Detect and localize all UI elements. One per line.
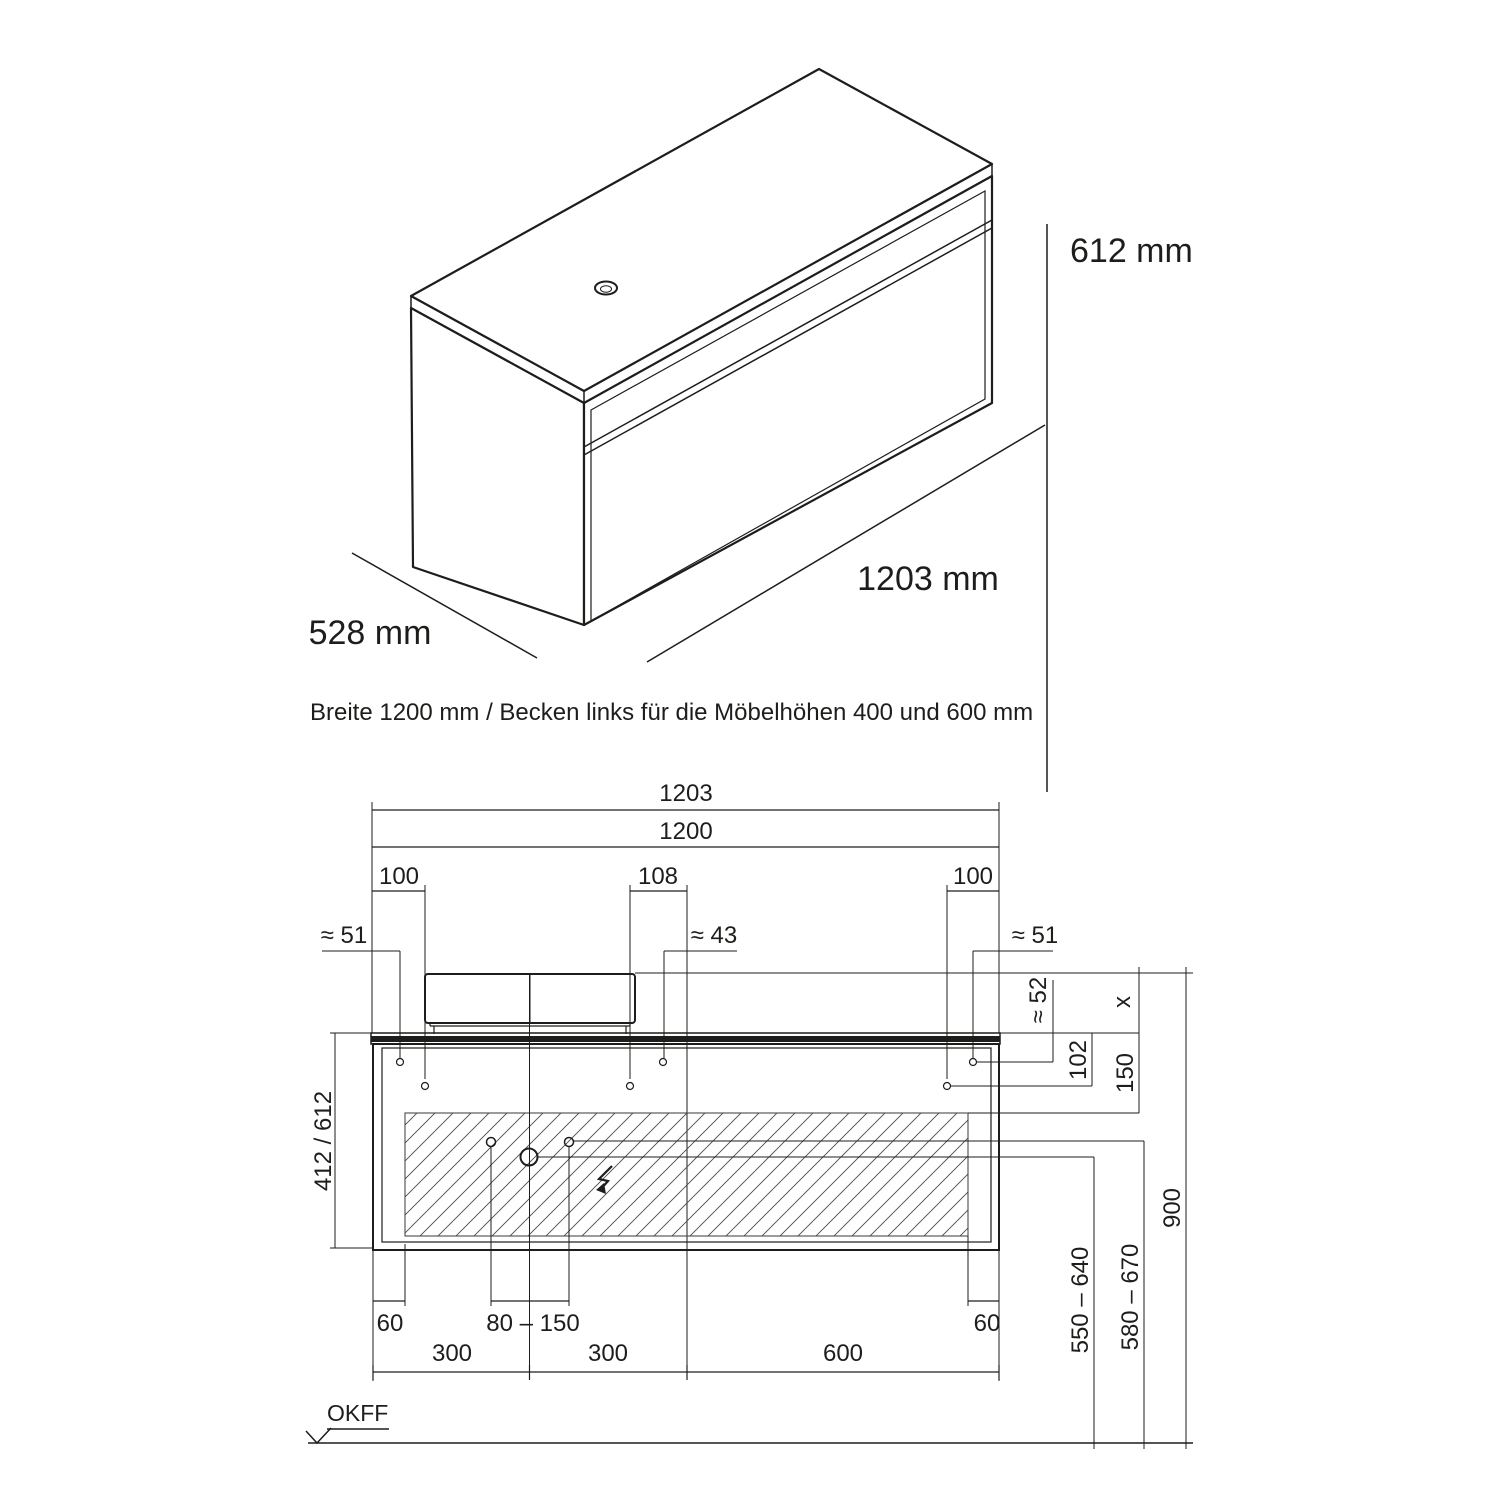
dim-overall-width: 1203 (659, 780, 713, 807)
dim-hole-top-offset: ≈ 52 (1025, 976, 1052, 1024)
dim-hole-middle: ≈ 43 (690, 922, 738, 949)
front-elevation (306, 780, 1193, 1449)
dim-hole-row2-offset: 102 (1065, 1039, 1092, 1081)
dim-cabinet-height: 412 / 612 (310, 1090, 337, 1192)
dim-seg3: 600 (822, 1340, 864, 1367)
dimension-width-body (372, 818, 999, 847)
dimension-width-overall (372, 780, 999, 810)
dim-total-height: 900 (1159, 1187, 1186, 1229)
extension-lines-top (372, 802, 999, 1379)
dim-hole-left: ≈ 51 (320, 922, 368, 949)
floor-reference (306, 1400, 1193, 1443)
dimension-top-offsets (372, 863, 999, 891)
dim-body-width: 1200 (659, 818, 713, 845)
installation-recess-hatch (405, 1113, 968, 1236)
dim-right-offset: 100 (952, 863, 994, 890)
dim-right-edge: 60 (973, 1310, 1001, 1337)
iso-depth-label: 528 mm (308, 614, 432, 652)
floor-check-icon (306, 1428, 331, 1443)
countertop (371, 1033, 1000, 1044)
dimension-cabinet-height (310, 1033, 373, 1248)
dim-seg1: 300 (431, 1340, 473, 1367)
dim-drain-height: 580 – 670 (1117, 1243, 1144, 1351)
iso-width-label: 1203 mm (857, 560, 999, 598)
dimension-chain (373, 1340, 999, 1380)
iso-height-label: 612 mm (1070, 232, 1193, 270)
caption: Breite 1200 mm / Becken links für die Möbelhöhen 400 und 600 mm (310, 699, 1034, 726)
dim-variable-height: x (1109, 996, 1136, 1008)
dim-basin-offset: 108 (637, 863, 679, 890)
isometric-view (309, 69, 1193, 792)
dim-recess-offset: 150 (1112, 1052, 1139, 1094)
dim-left-offset: 100 (378, 863, 420, 890)
dim-seg2: 300 (587, 1340, 629, 1367)
dim-supply-height: 550 – 640 (1067, 1246, 1094, 1354)
dim-left-edge: 60 (376, 1310, 404, 1337)
dim-faucet-range: 80 – 150 (486, 1310, 580, 1337)
floor-label: OKFF (327, 1400, 389, 1426)
dim-hole-right: ≈ 51 (1011, 922, 1059, 949)
iso-cabinet-outline (411, 69, 992, 625)
